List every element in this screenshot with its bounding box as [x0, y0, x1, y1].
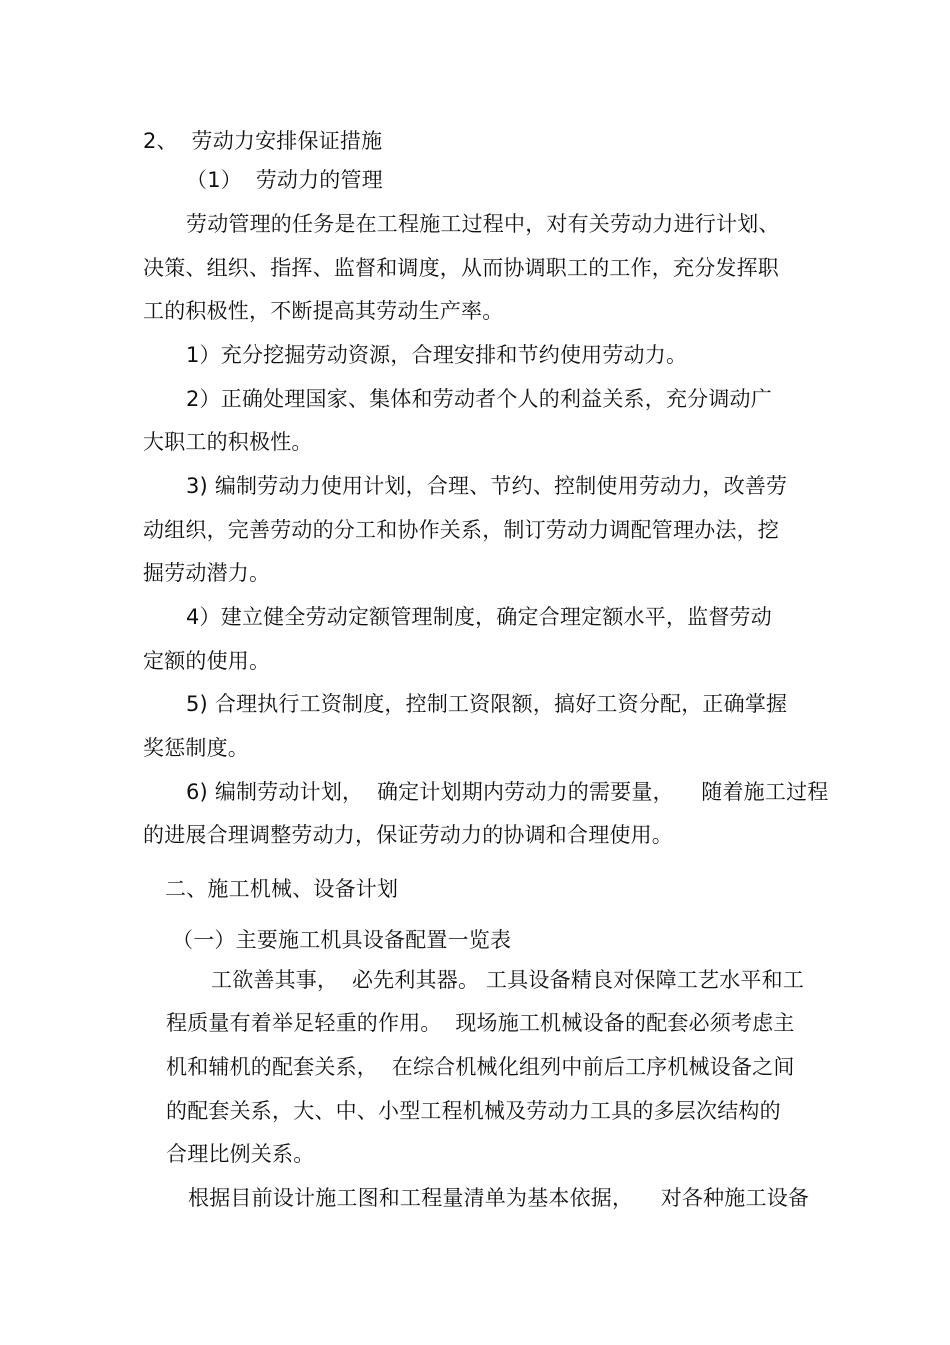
- list-item-continuation: 的进展合理调整劳动力，保证劳动力的协调和合理使用。: [143, 823, 673, 847]
- paragraph-line: 程质量有着举足轻重的作用。 现场施工机械设备的配套必须考虑主: [166, 1011, 795, 1035]
- list-item-continuation: 定额的使用。: [143, 649, 271, 673]
- list-item-continuation: 掘劳动潜力。: [143, 561, 271, 585]
- list-item-continuation: 奖惩制度。: [143, 736, 249, 760]
- paragraph-line: 机和辅机的配套关系， 在综合机械化组列中前后工序机械设备之间: [166, 1055, 795, 1079]
- paragraph-line: 决策、组织、指挥、监督和调度，从而协调职工的工作，充分发挥职: [143, 256, 779, 280]
- paragraph-line: 的配套关系，大、中、小型工程机械及劳动力工具的多层次结构的: [166, 1099, 781, 1123]
- list-item-continuation: 动组织，完善劳动的分工和协作关系，制订劳动力调配管理办法，挖: [143, 518, 779, 542]
- paragraph-line: 合理比例关系。: [166, 1142, 315, 1166]
- section-heading: 2、 劳动力安排保证措施: [143, 129, 383, 153]
- list-item-continuation: 大职工的积极性。: [143, 430, 313, 454]
- paragraph-line: 根据目前设计施工图和工程量清单为基本依据， 对各种施工设备: [188, 1186, 810, 1210]
- list-item: 6) 编制劳动计划， 确定计划期内劳动力的需要量， 随着施工过程: [186, 780, 829, 804]
- chapter-heading: 二、施工机械、设备计划: [165, 877, 399, 901]
- list-item: 1）充分挖掘劳动资源，合理安排和节约使用劳动力。: [186, 343, 688, 367]
- list-item: 4）建立健全劳动定额管理制度，确定合理定额水平，监督劳动: [186, 605, 772, 629]
- paragraph-line: 劳动管理的任务是在工程施工过程中，对有关劳动力进行计划、: [186, 212, 780, 236]
- list-item: 5) 合理执行工资制度，控制工资限额，搞好工资分配，正确掌握: [186, 692, 788, 716]
- list-item: 3) 编制劳动力使用计划，合理、节约、控制使用劳动力，改善劳: [186, 474, 788, 498]
- subsection-heading: （1） 劳动力的管理: [186, 168, 383, 192]
- paragraph-line: 工欲善其事， 必先利其器。 工具设备精良对保障工艺水平和工: [211, 968, 805, 992]
- subsection-heading: （一）主要施工机具设备配置一览表: [172, 928, 512, 952]
- paragraph-line: 工的积极性，不断提高其劳动生产率。: [143, 299, 504, 323]
- list-item: 2）正确处理国家、集体和劳动者个人的利益关系，充分调动广: [186, 387, 772, 411]
